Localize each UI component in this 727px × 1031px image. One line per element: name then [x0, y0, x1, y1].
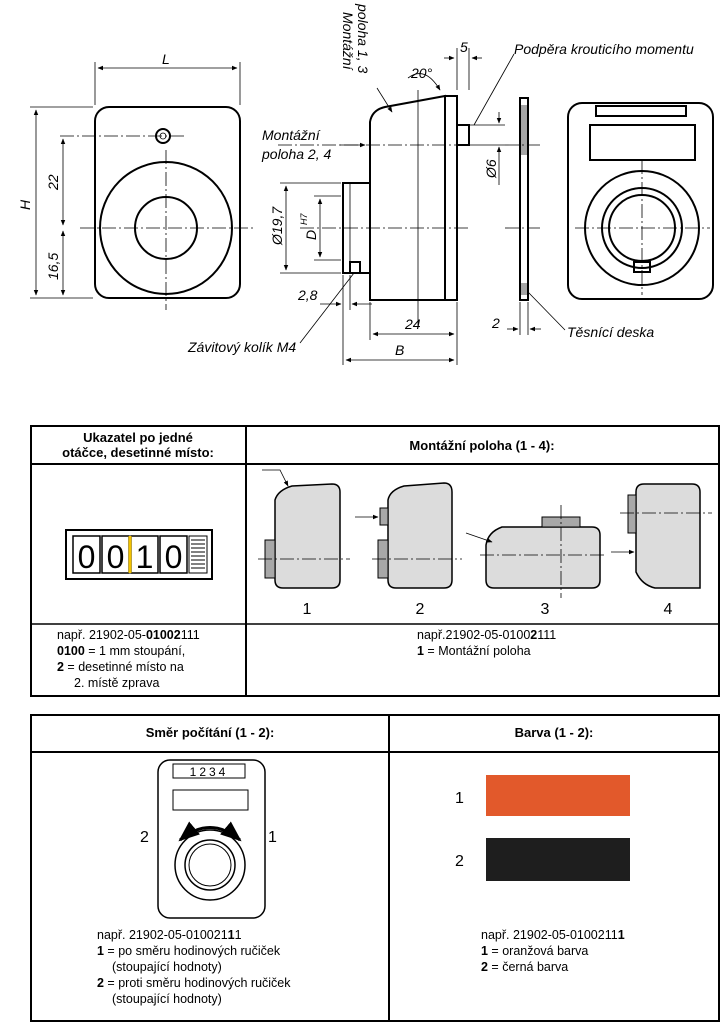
- rear-view: [568, 103, 713, 299]
- dim-D: D: [303, 229, 319, 240]
- t2-note-2a: např. 21902-05-01002111: [481, 928, 625, 942]
- dim-22: 22: [45, 174, 61, 190]
- seal-plate-view: [505, 98, 565, 335]
- count-direction-device: [158, 760, 265, 918]
- label-montazni-24-b: poloha 2, 4: [262, 146, 332, 162]
- label-tesnici: Těsnící deska: [567, 324, 655, 340]
- dim-L: L: [162, 51, 170, 67]
- color-label-1: 1: [455, 790, 464, 807]
- t2-note-1e: (stoupající hodnoty): [112, 992, 222, 1006]
- mount-position-3: [466, 505, 606, 598]
- t2-note-1d: 2 = proti směru hodinových ručiček: [97, 976, 291, 990]
- label-montazni-13-a: Montážní: [340, 12, 356, 70]
- t2-note-2c: 2 = černá barva: [481, 960, 569, 974]
- dim-16-5: 16,5: [45, 252, 61, 280]
- t2-note-1c: (stoupající hodnoty): [112, 960, 222, 974]
- direction-label-right: 1: [268, 829, 277, 846]
- t2-note-1b: 1 = po směru hodinových ručiček: [97, 944, 281, 958]
- color-swatch-orange: [486, 775, 630, 816]
- counter-digit-1: 0: [77, 539, 96, 575]
- label-podpera: Podpěra krouticího momentu: [514, 41, 694, 57]
- mount-position-1: [258, 470, 350, 588]
- t1-note-1c: 2 = desetinné místo na: [57, 660, 184, 674]
- t1-header-1b: otáčce, desetinné místo:: [62, 445, 214, 460]
- dim-phi19-7: Ø19,7: [269, 206, 285, 245]
- mount-position-4: [611, 484, 712, 588]
- t1-header-1a: Ukazatel po jedné: [83, 430, 193, 445]
- dim-24: 24: [405, 316, 421, 332]
- position-label-2: 2: [415, 601, 425, 618]
- counter-digit-4: 0: [164, 539, 183, 575]
- dim-phi6: Ø6: [483, 159, 499, 178]
- position-label-4: 4: [663, 601, 673, 618]
- label-zavitovy: Závitový kolík M4: [188, 339, 297, 355]
- counter-digits-small: 1234: [189, 765, 229, 779]
- dim-H: H: [17, 199, 33, 210]
- counter-digit-2: 0: [106, 539, 125, 575]
- t1-note-1b: 0100 = 1 mm stoupání,: [57, 644, 186, 658]
- color-swatch-black: [486, 838, 630, 881]
- front-view: [30, 62, 255, 310]
- counter-digit-3: 1: [135, 539, 154, 575]
- label-montazni-24-a: Montážní: [262, 127, 320, 143]
- t2-header-2: Barva (1 - 2):: [514, 725, 594, 740]
- color-label-2: 2: [455, 853, 464, 870]
- dim-2-seal: 2: [492, 315, 500, 331]
- dim-B: B: [395, 342, 405, 358]
- t2-note-1a: např. 21902-05-01002111: [97, 928, 242, 942]
- t2-note-2b: 1 = oranžová barva: [481, 944, 589, 958]
- t2-header-1: Směr počítání (1 - 2):: [145, 725, 275, 740]
- t1-header-2: Montážní poloha (1 - 4):: [409, 438, 555, 453]
- mount-position-2: [355, 483, 462, 588]
- direction-label-left: 2: [140, 829, 149, 846]
- t1-note-2b: 1 = Montážní poloha: [417, 644, 531, 658]
- label-montazni-13-b: poloha 1, 3: [355, 4, 371, 74]
- t1-note-2a: např.21902-05-01002111: [417, 628, 557, 642]
- dim-5: 5: [460, 39, 468, 55]
- dim-H7: H7: [299, 213, 309, 225]
- dim-2-8: 2,8: [298, 287, 318, 303]
- angle-20: 20°: [411, 65, 433, 81]
- position-label-3: 3: [540, 601, 550, 618]
- position-label-1: 1: [302, 601, 312, 618]
- side-view: [278, 48, 514, 365]
- t1-note-1d: 2. místě zprava: [74, 676, 160, 690]
- t1-note-1a: např. 21902-05-01002111: [57, 628, 200, 642]
